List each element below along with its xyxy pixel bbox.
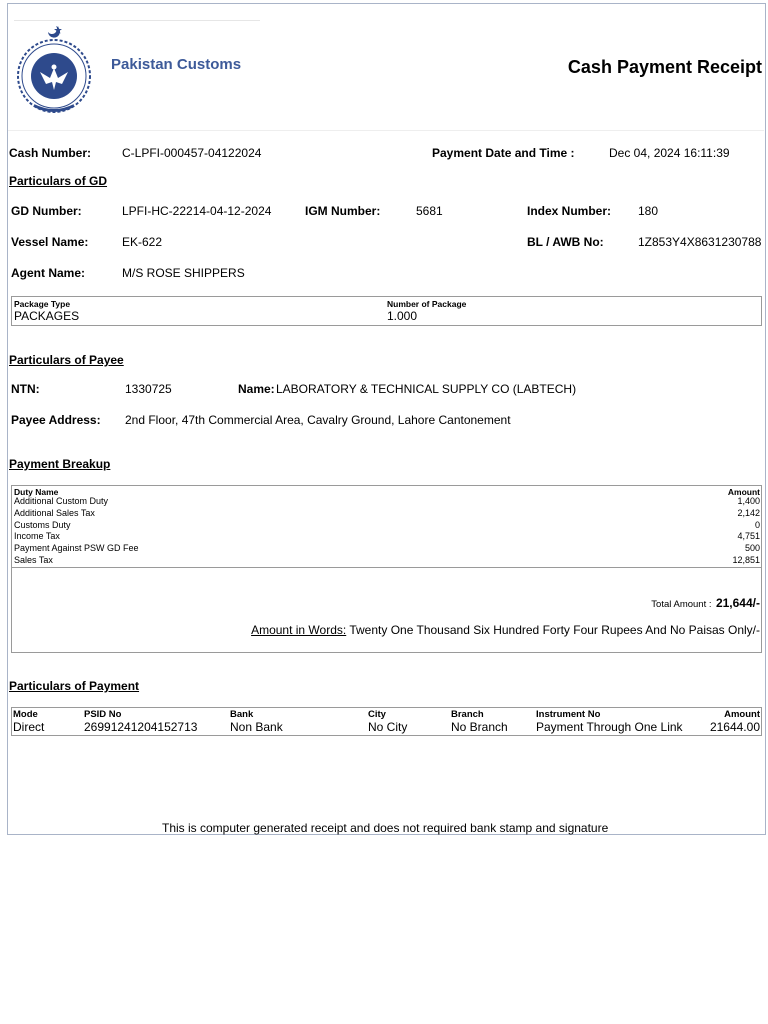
pakistan-customs-seal-logo — [12, 22, 96, 114]
payment-header-mode: Mode — [13, 709, 38, 720]
duty-name: Income Tax — [14, 531, 60, 541]
payee-address-label: Payee Address: — [11, 413, 101, 427]
payment-amount-value: 21644.00 — [709, 720, 760, 734]
section-title-payment: Particulars of Payment — [9, 679, 140, 693]
total-box — [11, 567, 762, 653]
index-number-label: Index Number: — [527, 204, 612, 218]
total-amount-value: 21,644/- — [715, 596, 760, 610]
payment-branch-value: No Branch — [451, 720, 508, 734]
igm-number-value: 5681 — [416, 204, 443, 218]
duty-amount: 0 — [754, 520, 760, 530]
ntn-value: 1330725 — [125, 382, 172, 396]
total-amount-label: Total Amount : — [651, 599, 712, 610]
agent-name-value: M/S ROSE SHIPPERS — [122, 266, 245, 280]
section-title-payee: Particulars of Payee — [9, 353, 124, 367]
payment-instrument-value: Payment Through One Link — [536, 720, 683, 734]
payment-bank-value: Non Bank — [230, 720, 283, 734]
duty-amount: 1,400 — [737, 496, 760, 506]
agent-name-label: Agent Name: — [11, 266, 86, 280]
gd-number-value: LPFI-HC-22214-04-12-2024 — [122, 204, 272, 218]
payment-header-bank: Bank — [230, 709, 254, 720]
payment-psid-value: 26991241204152713 — [84, 720, 198, 734]
index-number-value: 180 — [638, 204, 659, 218]
payment-header-amount: Amount — [724, 709, 760, 720]
payment-mode-value: Direct — [13, 720, 45, 734]
breakup-duty-header: Duty Name — [14, 487, 59, 497]
cash-number-value: C-LPFI-000457-04122024 — [122, 146, 262, 160]
bl-awb-value: 1Z853Y4X8631230788 — [638, 235, 762, 249]
ntn-label: NTN: — [11, 382, 40, 396]
payee-name-value: LABORATORY & TECHNICAL SUPPLY CO (LABTECH) — [276, 382, 577, 396]
cash-number-label: Cash Number: — [9, 146, 92, 160]
duty-name: Customs Duty — [14, 520, 71, 530]
payment-datetime-label: Payment Date and Time : — [432, 146, 575, 160]
duty-name: Sales Tax — [14, 555, 53, 565]
duty-amount: 12,851 — [732, 555, 760, 565]
package-count-header: Number of Package — [387, 299, 467, 309]
gd-number-label: GD Number: — [11, 204, 82, 218]
header-top-rule — [14, 20, 260, 21]
duty-name: Additional Sales Tax — [14, 508, 95, 518]
duty-amount: 2,142 — [737, 508, 760, 518]
bl-awb-label: BL / AWB No: — [527, 235, 604, 249]
vessel-name-label: Vessel Name: — [11, 235, 89, 249]
breakup-amount-header: Amount — [727, 487, 760, 497]
payment-city-value: No City — [368, 720, 408, 734]
section-title-gd: Particulars of GD — [9, 174, 108, 188]
amount-in-words-value: Twenty One Thousand Six Hundred Forty Four Rupees And No Paisas Only/- — [349, 623, 760, 637]
receipt-title: Cash Payment Receipt — [567, 57, 762, 77]
payee-name-label: Name: — [238, 382, 275, 396]
vessel-name-value: EK-622 — [122, 235, 163, 249]
payment-header-psid: PSID No — [84, 709, 122, 720]
duty-name: Payment Against PSW GD Fee — [14, 543, 139, 553]
duty-amount: 500 — [744, 543, 760, 553]
total-amount-line — [651, 594, 760, 612]
duty-name: Additional Custom Duty — [14, 496, 109, 506]
breakup-table — [11, 485, 762, 568]
amount-in-words-line — [251, 623, 760, 637]
duty-amount: 4,751 — [737, 531, 760, 541]
payment-header-instrument: Instrument No — [536, 709, 601, 720]
package-type-header: Package Type — [14, 299, 71, 309]
payee-address-value: 2nd Floor, 47th Commercial Area, Cavalry Ground, Lahore Cantonement — [125, 413, 511, 427]
section-title-breakup: Payment Breakup — [9, 457, 111, 471]
package-count-value: 1.000 — [387, 309, 418, 323]
footer-note: This is computer generated receipt and does not required bank stamp and signature — [162, 821, 609, 835]
igm-number-label: IGM Number: — [305, 204, 381, 218]
payment-datetime-value: Dec 04, 2024 16:11:39 — [609, 146, 730, 160]
payment-header-branch: Branch — [451, 709, 484, 720]
org-name: Pakistan Customs — [111, 56, 242, 73]
amount-in-words-label: Amount in Words: — [251, 623, 347, 637]
header-bottom-rule — [8, 130, 764, 131]
payment-header-city: City — [368, 709, 386, 720]
package-type-value: PACKAGES — [14, 309, 80, 323]
